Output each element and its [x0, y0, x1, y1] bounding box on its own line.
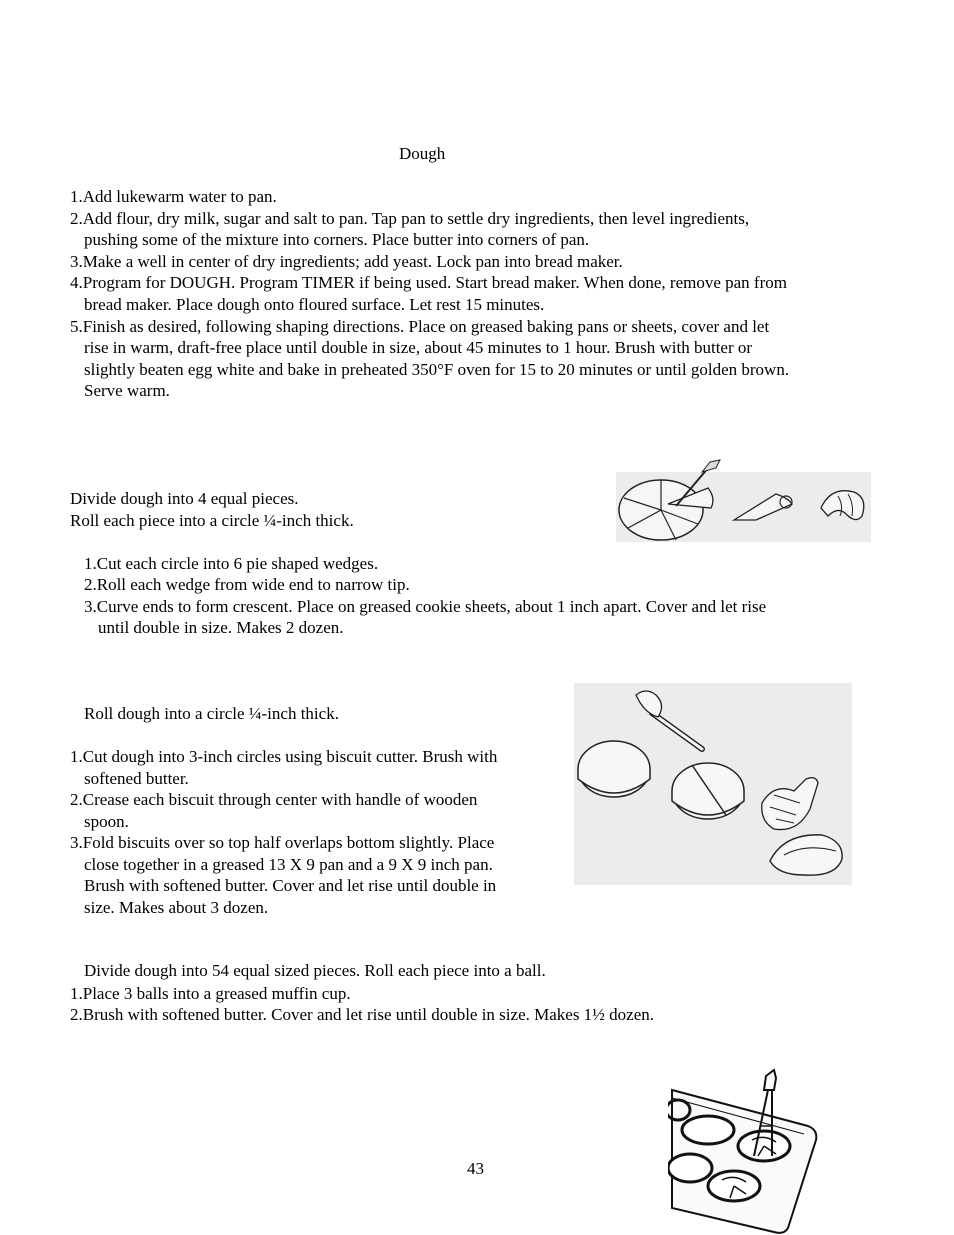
- step-text: Fold biscuits over so top half overlaps bottom slightly. Place: [82, 833, 495, 852]
- step-text: Finish as desired, following shaping directions. Place on greased baking pans or sheets, cover and let: [82, 317, 770, 336]
- step-number: 1.: [84, 554, 97, 573]
- crescent-step-3: [84, 596, 766, 618]
- parker-step-3-cont: Brush with softened butter. Cover and let rise until double in: [84, 876, 497, 895]
- step-text: Crease each biscuit through center with handle of wooden: [82, 790, 478, 809]
- step-number: 4.: [70, 273, 83, 292]
- muffin-tin-illustration: [668, 1068, 818, 1235]
- step-number: 5.: [70, 317, 83, 336]
- parker-step-3: [70, 832, 494, 854]
- step-number: 1.: [70, 747, 83, 766]
- page-heading: Dough: [399, 144, 446, 163]
- crescent-step-3-cont: until double in size. Makes 2 dozen.: [98, 618, 344, 637]
- parker-step-3-cont: close together in a greased 13 X 9 pan and a 9 X 9 inch pan.: [84, 855, 493, 874]
- crescent-step-1: [84, 553, 378, 575]
- parker-house-shaping-illustration: [574, 683, 852, 885]
- crescent-step-2: [84, 574, 410, 596]
- dough-step-5-cont: slightly beaten egg white and bake in preheated 350°F oven for 15 to 20 minutes or until golden brown.: [84, 360, 790, 379]
- dough-step-4: [70, 272, 787, 294]
- parker-step-3-cont: size. Makes about 3 dozen.: [84, 898, 269, 917]
- parker-step-1: [70, 746, 497, 768]
- step-text: Roll each wedge from wide end to narrow tip.: [96, 575, 410, 594]
- step-number: 2.: [70, 1005, 83, 1024]
- step-text: Add flour, dry milk, sugar and salt to pan. Tap pan to settle dry ingredients, then level ingredients,: [82, 209, 750, 228]
- step-number: 1.: [70, 187, 83, 206]
- cloverleaf-intro: Divide dough into 54 equal sized pieces. Roll each piece into a ball.: [84, 961, 546, 980]
- step-number: 2.: [84, 575, 97, 594]
- dough-step-1: [70, 186, 277, 208]
- dough-step-5: [70, 316, 769, 338]
- crescent-intro-line: Roll each piece into a circle ¼-inch thick.: [70, 511, 354, 530]
- dough-step-2-cont: pushing some of the mixture into corners. Place butter into corners of pan.: [84, 230, 590, 249]
- step-text: Place 3 balls into a greased muffin cup.: [82, 984, 351, 1003]
- step-text: Brush with softened butter. Cover and let rise until double in size. Makes 1½ dozen.: [82, 1005, 655, 1024]
- dough-step-2: [70, 208, 749, 230]
- cloverleaf-step-1: [70, 983, 351, 1005]
- dough-step-5-cont: rise in warm, draft-free place until double in size, about 45 minutes to 1 hour. Brush with butter or: [84, 338, 753, 357]
- crescent-shaping-illustration: [616, 458, 871, 544]
- parker-step-1-cont: softened butter.: [84, 769, 189, 788]
- dough-step-3: [70, 251, 623, 273]
- step-number: 2.: [70, 209, 83, 228]
- step-text: Curve ends to form crescent. Place on greased cookie sheets, about 1 inch apart. Cover and let rise: [96, 597, 767, 616]
- step-number: 2.: [70, 790, 83, 809]
- dough-step-4-cont: bread maker. Place dough onto floured surface. Let rest 15 minutes.: [84, 295, 545, 314]
- dough-step-5-cont: Serve warm.: [84, 381, 170, 400]
- parker-house-intro: Roll dough into a circle ¼-inch thick.: [84, 704, 339, 723]
- step-number: 3.: [70, 252, 83, 271]
- parker-step-2-cont: spoon.: [84, 812, 129, 831]
- step-number: 3.: [70, 833, 83, 852]
- step-text: Add lukewarm water to pan.: [82, 187, 277, 206]
- step-number: 1.: [70, 984, 83, 1003]
- step-text: Make a well in center of dry ingredients; add yeast. Lock pan into bread maker.: [82, 252, 623, 271]
- step-text: Cut dough into 3-inch circles using biscuit cutter. Brush with: [82, 747, 498, 766]
- crescent-intro-line: Divide dough into 4 equal pieces.: [70, 489, 299, 508]
- cloverleaf-step-2: [70, 1004, 654, 1026]
- page-number: 43: [467, 1159, 484, 1178]
- step-text: Cut each circle into 6 pie shaped wedges.: [96, 554, 379, 573]
- step-number: 3.: [84, 597, 97, 616]
- parker-step-2: [70, 789, 477, 811]
- step-text: Program for DOUGH. Program TIMER if being used. Start bread maker. When done, remove pan from: [82, 273, 787, 292]
